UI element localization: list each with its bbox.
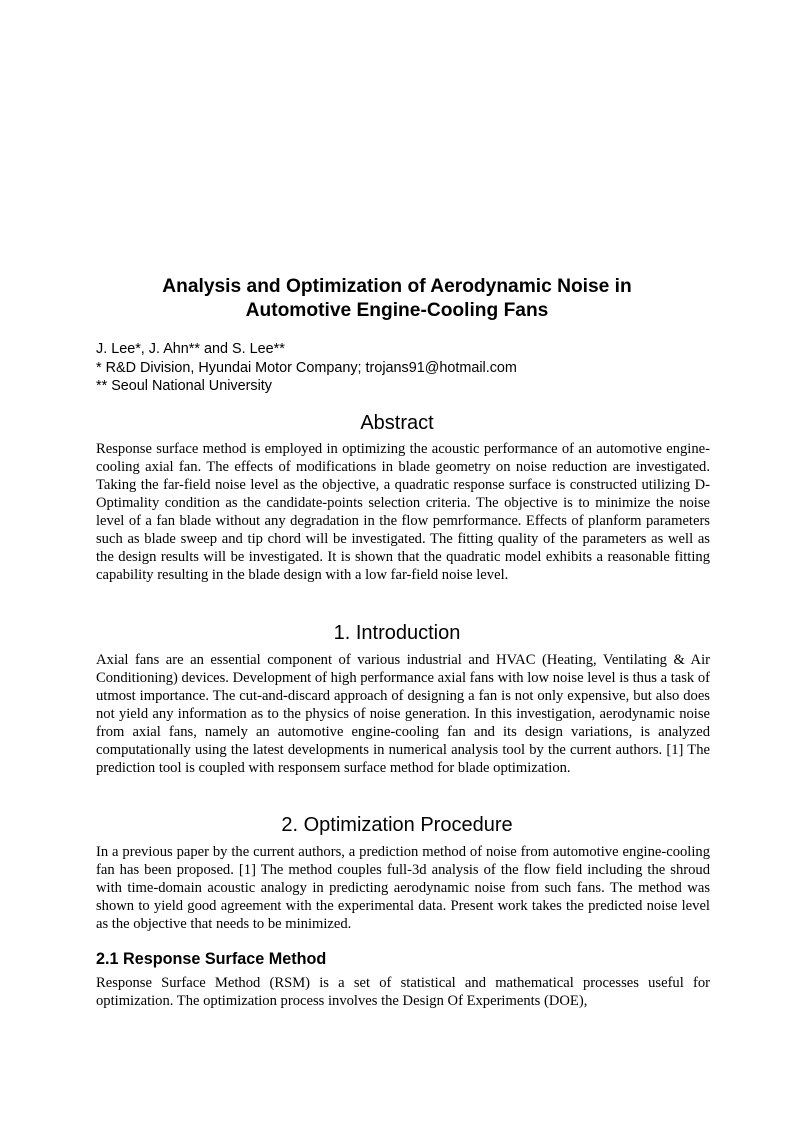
title-line-1: Analysis and Optimization of Aerodynamic Noise in (162, 276, 632, 297)
paper-title (96, 275, 698, 323)
affiliation-2: ** Seoul National University (96, 378, 272, 394)
author-block (96, 340, 698, 396)
top-margin (0, 0, 793, 260)
title-line-2: Automotive Engine-Cooling Fans (245, 300, 549, 321)
author-names: J. Lee*, J. Ahn** and S. Lee** (96, 341, 285, 357)
optimization-text: In a previous paper by the current authors, a prediction method of noise from automotive engine-cooling fan has been proposed. [1] The method couples full-3d analysis of the flow field including the shroud with time-domain acoustic analogy in predicting aerodynamic noise from such fans. The method was shown to yield good agreement with the experimental data. Present work takes the predicted noise level as the objective that needs to be minimized. (96, 844, 710, 932)
introduction-heading: 1. Introduction (333, 622, 461, 644)
rsm-heading: 2.1 Response Surface Method (96, 950, 327, 968)
introduction-text: Axial fans are an essential component of various industrial and HVAC (Heating, Ventilating & Air Conditioning) devices. Development of high performance axial fans with low noise level is thus a task of utmost importance. The cut-and-discard approach of designing a fan is not only expensive, but also does not yield any information as to the physics of noise generation. In this investigation, aerodynamic noise from axial fans, namely an automotive engine-cooling fan and its design variations, is analyzed computationally using the latest developments in numerical analysis tool by the current authors. [1] The prediction tool is coupled with responsem surface method for blade optimization. (96, 652, 711, 776)
optimization-heading: 2. Optimization Procedure (281, 814, 513, 836)
abstract-text: Response surface method is employed in optimizing the acoustic performance of an automotive engine-cooling axial fan. The effects of modifications in blade geometry on noise reduction are investigated. Taking the far-field noise level as the objective, a quadratic response surface is constructed utilizing D-Optimality condition as the candidate-points selection criteria. The objective is to minimize the noise level of a fan blade without any degradation in the flow pemrformance. Effects of planform parameters such as blade sweep and tip chord will be investigated. The fitting quality of the parameters as well as the design results will be investigated. It is shown that the quadratic model exhibits a reasonable fitting capability resulting in the blade design with a low far-field noise level. (96, 441, 710, 583)
abstract-heading: Abstract (360, 412, 434, 434)
rsm-text: Response Surface Method (RSM) is a set of statistical and mathematical processes useful for optimization. The optimization process involves the Design Of Experiments (DOE), (96, 975, 710, 1009)
affiliation-1: * R&D Division, Hyundai Motor Company; trojans91@hotmail.com (96, 359, 517, 376)
